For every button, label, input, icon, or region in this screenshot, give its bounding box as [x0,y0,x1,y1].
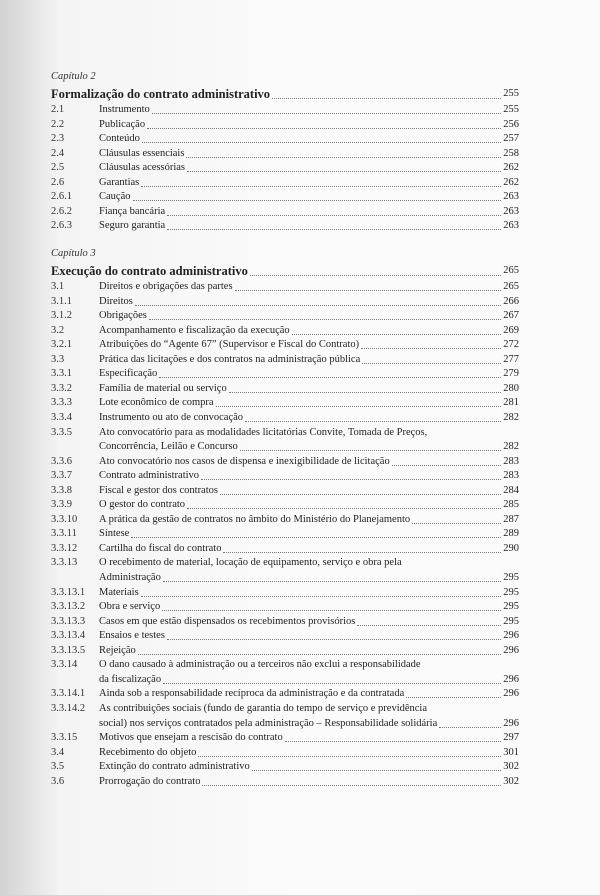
entry [99,775,519,789]
section-number: 3.3.13.3 [51,615,86,627]
entry [99,219,519,233]
entry-text: Rejeição [99,644,136,656]
page-number: 282 [503,441,519,453]
page-number: 296 [503,688,519,700]
page-number: 295 [503,601,519,613]
entry-text: Ensaios e testes [99,630,165,642]
section-number: 3.4 [51,746,65,758]
entry-text: Cláusulas essenciais [99,147,185,159]
section-number: 3.3.6 [51,455,72,467]
page-number: 272 [503,339,519,351]
dot-leader [131,537,501,538]
page-number: 255 [503,88,519,99]
toc-entry-row [51,658,519,672]
dot-leader [392,465,502,466]
entry [99,190,519,204]
section-number: 3.3.3 [51,397,72,409]
section-number: 3.3.2 [51,382,72,394]
entry-text: Família de material ou serviço [99,382,227,394]
section-number: 2.6.2 [51,205,72,217]
dot-leader [162,610,501,611]
toc-entry-row [51,702,519,716]
toc-entry-row [51,382,519,396]
dot-leader [220,494,501,495]
toc-entry-row [51,746,519,760]
entry-text-line1: O dano causado à administração ou a terceiros não exclui a responsabilidade [99,659,421,671]
entry [99,382,519,396]
dot-leader [252,770,501,771]
entry-text: Seguro garantia [99,220,166,232]
page-number: 263 [503,191,519,203]
dot-leader [412,523,501,524]
section-number: 3.6 [51,775,65,787]
entry [99,542,519,556]
section-number: 3.3.10 [51,513,78,525]
page-number: 296 [503,673,519,685]
entry-text: Direitos [99,295,133,307]
toc-entry-row [51,513,519,527]
toc-entry-row [51,484,519,498]
page-number: 282 [503,411,519,423]
page-number: 302 [503,775,519,787]
page-number: 296 [503,644,519,656]
entry-text: Obra e serviço [99,601,161,613]
chapter-title: Execução do contrato administrativo [51,264,248,278]
dot-leader [223,552,501,553]
entry [99,600,519,614]
toc-entry-row [51,324,519,338]
entry-text: Atribuições do “Agente 67” (Supervisor e Fiscal do Contrato) [99,339,360,351]
page-number: 283 [503,455,519,467]
entry-text: Prorrogação do contrato [99,775,201,787]
dot-leader [167,215,501,216]
toc-entry-row [51,295,519,309]
entry [99,147,519,161]
page-number: 256 [503,118,519,130]
toc-entry-row [51,600,519,614]
entry [99,161,519,175]
page-number: 283 [503,470,519,482]
toc-entry-row [51,629,519,643]
toc-entry-row [51,190,519,204]
entry [99,513,519,527]
entry-text: Instrumento ou ato de convocação [99,411,244,423]
entry [99,731,519,745]
entry-text: social) nos serviços contratados pela administração – Responsabilidade solidária [99,717,438,729]
section-number: 3.3.14.2 [51,702,86,714]
entry [99,673,519,687]
dot-leader [147,128,501,129]
toc-entry-row [51,309,519,323]
toc-entry-row [51,411,519,425]
entry-text: Extinção do contrato administrativo [99,761,250,773]
dot-leader [272,98,501,99]
page-number: 296 [503,717,519,729]
dot-leader [361,348,501,349]
entry-text: Concorrência, Leilão e Concurso [99,441,238,453]
section-number: 3.3.8 [51,484,72,496]
dot-leader [202,785,501,786]
toc-entry-row [51,353,519,367]
entry [99,411,519,425]
entry [99,484,519,498]
section-number: 3.3.1 [51,368,72,380]
page-number: 265 [503,281,519,292]
dot-leader [163,683,501,684]
dot-leader [167,639,501,640]
section-number: 2.5 [51,162,65,174]
entry-text: Síntese [99,528,130,540]
dot-leader [406,697,501,698]
toc-entry-row [51,147,519,161]
entry-text: O gestor do contrato [99,499,186,511]
dot-leader [292,334,502,335]
section-number: 3.3.5 [51,426,72,438]
section-number: 3.3.13.4 [51,630,86,642]
page-number: 269 [503,324,519,336]
dot-leader [198,756,501,757]
entry-text-line1: As contribuições sociais (fundo de garantia do tempo de serviço e previdência [99,702,428,714]
section-number: 3.3.13.2 [51,601,86,613]
page-number: 263 [503,205,519,217]
dot-leader [285,741,502,742]
entry [99,571,519,585]
entry-text: Acompanhamento e fiscalização da execução [99,324,290,336]
toc-entry-row [51,760,519,774]
page-number: 279 [503,368,519,380]
dot-leader [235,290,502,291]
toc-entry-row [51,556,519,570]
page-number: 263 [503,220,519,232]
toc-entry-row [51,542,519,556]
entry-text: Materiais [99,586,139,598]
dot-leader [250,275,501,276]
dot-leader [186,157,501,158]
toc-entry-row [51,426,519,440]
section-number: 3.1.2 [51,310,72,322]
dot-leader [362,363,501,364]
entry-text: Ato convocatório nos casos de dispensa e inexigibilidade de licitação [99,455,390,467]
dot-leader [245,421,501,422]
section-number: 3.3.11 [51,528,77,540]
dot-leader [187,508,501,509]
section-number: 3.1 [51,281,65,292]
page-number: 255 [503,104,519,115]
entry-text: Garantias [99,176,140,188]
toc-entry-row [51,731,519,745]
entry [99,295,519,309]
entry-text: Casos em que estão dispensados os recebimentos provisórios [99,615,356,627]
dot-leader [141,596,502,597]
section-number: 3.3.13 [51,557,78,569]
chapter-title: Formalização do contrato administrativo [51,87,271,101]
toc-entry-row [51,219,519,233]
entry-text: Prática das licitações e dos contratos na administração pública [99,353,361,365]
entry-text: Contrato administrativo [99,470,200,482]
toc-entry-row [51,469,519,483]
toc-entry-row [51,103,519,117]
toc-entry-row [51,280,519,294]
entry-text: Fiscal e gestor dos contratos [99,484,218,496]
section-number: 2.2 [51,118,65,130]
entry-text: Motivos que ensejam a rescisão do contrato [99,732,283,744]
toc-entry-row-continued [51,673,519,687]
toc-entry-row-continued [51,717,519,731]
dot-leader [163,581,501,582]
entry [99,205,519,219]
toc-entry-row [51,176,519,190]
entry-text: Instrumento [99,104,150,115]
entry [99,396,519,410]
chapter-label: Capítulo 2 [51,71,96,82]
toc-entry-row-continued [51,571,519,585]
entry-text: Administração [99,572,161,583]
section-number: 2.6 [51,176,65,188]
page-number: 258 [503,147,519,159]
entry-text: Cartilha do fiscal do contrato [99,542,222,554]
chapter-heading-row [51,86,519,102]
entry-text: Direitos e obrigações das partes [99,281,233,292]
entry [99,687,519,701]
entry-text: Ainda sob a responsabilidade recíproca da administração e da contratada [99,688,405,700]
page-number: 257 [503,133,519,145]
section-number: 3.2 [51,324,65,336]
dot-leader [149,319,501,320]
entry [99,338,519,352]
entry [99,615,519,629]
entry-text-line1: Ato convocatório para as modalidades licitatórias Convite, Tomada de Preços, [99,426,428,438]
page-number: 262 [503,162,519,174]
dot-leader [439,727,501,728]
page-number: 285 [503,499,519,511]
toc-entry-row [51,615,519,629]
entry [99,717,519,731]
section-number: 3.5 [51,761,65,773]
entry [99,309,519,323]
dot-leader [357,625,501,626]
dot-leader [201,479,501,480]
section-number: 2.6.1 [51,191,72,203]
page-number: 302 [503,761,519,773]
entry [99,455,519,469]
dot-leader [133,200,502,201]
entry-text: Lote econômico de compra [99,397,214,409]
entry [99,644,519,658]
section-number: 3.3 [51,353,65,365]
section-number: 3.3.7 [51,470,72,482]
page-number: 295 [503,615,519,627]
toc-entry-row [51,396,519,410]
entry-text: Obrigações [99,310,147,322]
toc-entry-row-continued [51,440,519,454]
page-number: 267 [503,310,519,322]
toc-entry-row [51,644,519,658]
page-number: 280 [503,382,519,394]
entry [99,527,519,541]
dot-leader [159,377,501,378]
section-number: 2.3 [51,133,65,145]
section-number: 3.3.13.5 [51,644,86,656]
dot-leader [229,392,502,393]
entry-text: Recebimento do objeto [99,746,197,758]
entry [99,367,519,381]
dot-leader [142,142,501,143]
toc-entry-row [51,161,519,175]
page-number: 289 [503,528,519,540]
dot-leader [152,113,502,114]
entry [99,176,519,190]
page-number: 295 [503,572,519,583]
section-number: 3.1.1 [51,295,72,307]
entry [99,280,519,294]
entry [99,586,519,600]
toc-entry-row [51,205,519,219]
entry [99,353,519,367]
section-number: 3.3.13.1 [51,586,86,598]
toc-entry-row [51,687,519,701]
section-number: 3.2.1 [51,339,72,351]
toc-entry-row [51,586,519,600]
section-number: 2.4 [51,147,65,159]
chapter-heading [51,86,519,102]
page-number: 290 [503,542,519,554]
entry-text: Conteúdo [99,133,140,145]
dot-leader [240,450,501,451]
section-number: 3.3.14 [51,659,78,671]
toc-entry-row [51,367,519,381]
dot-leader [138,654,502,655]
entry-text: Especificação [99,368,158,380]
section-number: 3.3.14.1 [51,688,86,700]
entry [99,132,519,146]
toc-entry-row [51,338,519,352]
page-number: 277 [503,353,519,365]
section-number: 2.6.3 [51,220,72,232]
dot-leader [187,171,501,172]
chapter-heading [51,263,519,279]
entry [99,498,519,512]
section-number: 3.3.9 [51,499,72,511]
dot-leader [135,305,501,306]
entry [99,746,519,760]
section-number: 2.1 [51,104,65,115]
page-number: 301 [503,746,519,758]
entry [99,760,519,774]
chapter-label: Capítulo 3 [51,248,96,259]
section-number: 3.3.15 [51,732,78,744]
page-number: 284 [503,484,519,496]
toc-entry-row [51,118,519,132]
page-number: 295 [503,586,519,598]
section-number: 3.3.4 [51,411,72,423]
dot-leader [141,186,501,187]
page-number: 287 [503,513,519,525]
entry [99,629,519,643]
dot-leader [167,229,501,230]
entry-text: Caução [99,191,131,203]
entry [99,324,519,338]
entry-text: da fiscalização [99,673,162,685]
page-number: 296 [503,630,519,642]
entry-text: Publicação [99,118,146,130]
entry-text: Cláusulas acessórias [99,162,186,174]
page-number: 281 [503,397,519,409]
chapter-heading-row [51,263,519,279]
toc-entry-row [51,775,519,789]
entry-text-line1: O recebimento de material, locação de equipamento, serviço e obra pela [99,557,402,569]
section-number: 3.3.12 [51,542,78,554]
entry [99,469,519,483]
toc-entry-row [51,527,519,541]
entry [99,103,519,117]
entry [99,118,519,132]
page-number: 266 [503,295,519,307]
entry-text: A prática da gestão de contratos no âmbito do Ministério do Planejamento [99,513,411,525]
entry [99,440,519,454]
toc-entry-row [51,132,519,146]
toc-entry-row [51,455,519,469]
page-number: 297 [503,732,519,744]
page-number: 262 [503,176,519,188]
page-number: 265 [503,265,519,276]
toc-entry-row [51,498,519,512]
dot-leader [216,406,502,407]
entry-text: Fiança bancária [99,205,166,217]
